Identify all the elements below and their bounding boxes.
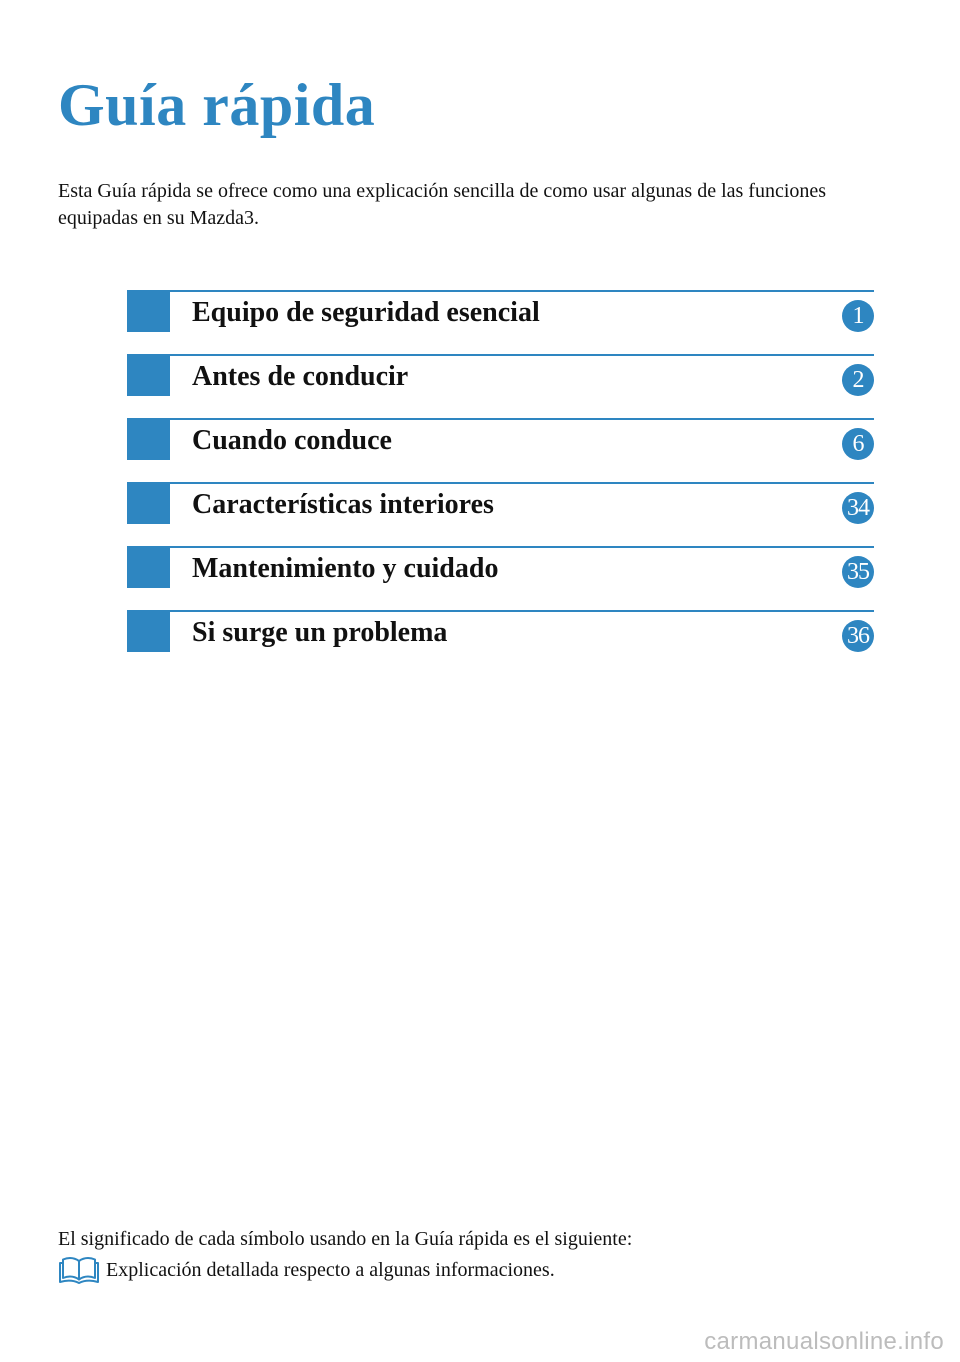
book-icon [58,1255,100,1285]
toc-item-label: Mantenimiento y cuidado [192,553,499,584]
section-marker [127,418,170,460]
toc-item-label: Cuando conduce [192,425,392,456]
symbol-legend-text: Explicación detallada respecto a algunas informaciones. [106,1258,555,1281]
toc-divider [127,482,874,484]
symbol-legend-title: El significado de cada símbolo usando en la Guía rápida es el siguiente: [58,1228,633,1250]
page-number-badge: 6 [842,428,874,460]
toc-divider [127,290,874,292]
toc-item-mantenimiento-y-cuidado[interactable] [127,546,874,610]
toc-item-si-surge-un-problema[interactable] [127,610,874,674]
section-marker [127,354,170,396]
toc-item-caracteristicas-interiores[interactable] [127,482,874,546]
toc-item-antes-de-conducir[interactable] [127,354,874,418]
toc-divider [127,546,874,548]
toc-item-cuando-conduce[interactable] [127,418,874,482]
toc-item-label: Equipo de seguridad esencial [192,297,540,328]
page-number-badge: 1 [842,300,874,332]
watermark: carmanualsonline.info [704,1328,944,1355]
toc-item-equipo-de-seguridad[interactable] [127,290,874,354]
toc-item-label: Si surge un problema [192,617,448,648]
section-marker [127,610,170,652]
page-number-badge: 36 [842,620,874,652]
toc-divider [127,418,874,420]
intro-text: Esta Guía rápida se ofrece como una explicación sencilla de como usar algunas de las funciones equipadas en su Mazda3. [58,180,827,229]
page-number-badge: 35 [842,556,874,588]
table-of-contents [127,290,874,674]
section-marker [127,482,170,524]
section-marker [127,290,170,332]
toc-item-label: Características interiores [192,489,494,520]
page-number-badge: 2 [842,364,874,396]
toc-divider [127,610,874,612]
toc-item-label: Antes de conducir [192,361,409,392]
page-number-badge: 34 [842,492,874,524]
toc-divider [127,354,874,356]
section-marker [127,546,170,588]
page-title: Guía rápida [58,72,376,138]
symbol-legend-row [58,1254,555,1286]
